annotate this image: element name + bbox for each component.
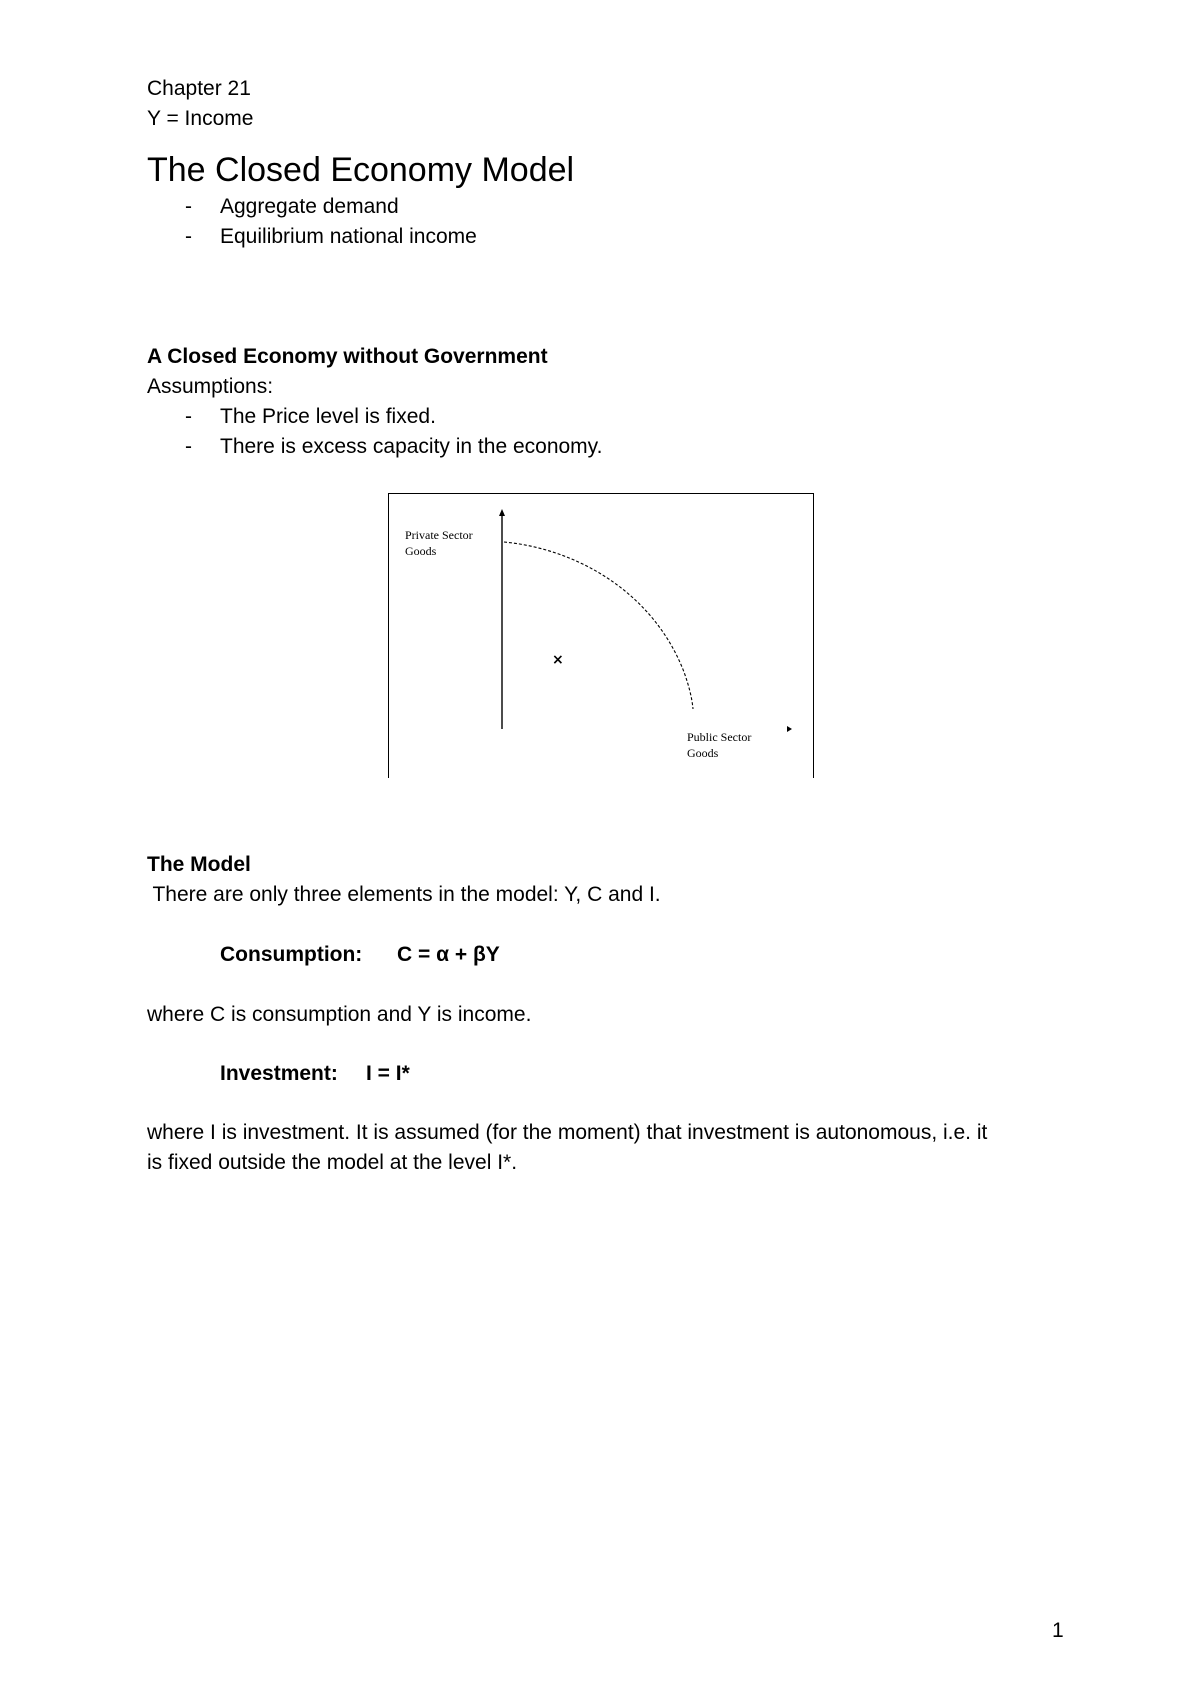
assumption-excess-capacity: There is excess capacity in the economy.: [220, 435, 603, 458]
x-axis-label-line1: Public Sector: [687, 730, 752, 744]
bullet-equilibrium-income: Equilibrium national income: [220, 225, 477, 248]
page-title: The Closed Economy Model: [147, 151, 575, 189]
section-heading-model: The Model: [147, 853, 251, 876]
consumption-formula: C = α + βY: [397, 943, 500, 966]
investment-label: Investment:: [220, 1062, 338, 1085]
interior-point-marker: ×: [552, 652, 564, 668]
assumption-price-fixed: The Price level is fixed.: [220, 405, 436, 428]
bullet-marker: -: [185, 225, 192, 248]
assumptions-label: Assumptions:: [147, 375, 274, 398]
x-axis-arrowhead: [787, 726, 792, 732]
model-intro: There are only three elements in the model: Y, C and I.: [147, 883, 661, 906]
section-heading-closed-economy: A Closed Economy without Government: [147, 345, 548, 368]
page-number: 1: [1052, 1619, 1064, 1642]
bullet-aggregate-demand: Aggregate demand: [220, 195, 399, 218]
investment-note-line2: is fixed outside the model at the level I*.: [147, 1151, 518, 1174]
income-definition: Y = Income: [147, 107, 254, 130]
y-axis-arrowhead: [499, 509, 505, 516]
consumption-note: where C is consumption and Y is income.: [147, 1003, 532, 1026]
ppf-diagram: [389, 494, 815, 779]
bullet-marker: -: [185, 405, 192, 428]
bullet-marker: -: [185, 435, 192, 458]
chapter-heading: Chapter 21: [147, 77, 251, 100]
ppf-figure: [388, 493, 814, 778]
x-axis-label-line2: Goods: [687, 746, 719, 760]
y-axis-label-line2: Goods: [405, 544, 437, 558]
investment-formula: I = I*: [366, 1062, 410, 1085]
bullet-marker: -: [185, 195, 192, 218]
consumption-label: Consumption:: [220, 943, 363, 966]
ppf-curve: [504, 542, 693, 709]
investment-note-line1: where I is investment. It is assumed (for the moment) that investment is autonomous, i.e. it: [147, 1121, 988, 1144]
y-axis-label-line1: Private Sector: [405, 528, 473, 542]
